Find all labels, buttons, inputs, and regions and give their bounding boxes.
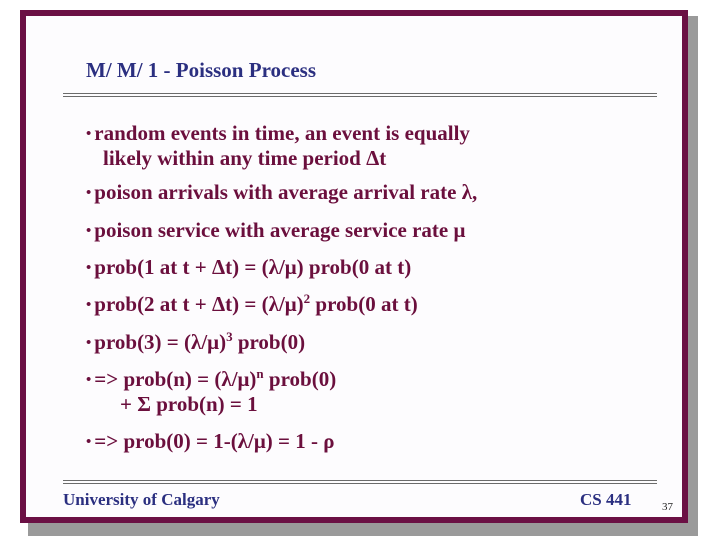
- exponent: 3: [226, 329, 233, 344]
- bullet-service: [86, 218, 465, 243]
- footer-divider: [63, 480, 657, 484]
- page-number: 37: [662, 501, 673, 513]
- bullet-dot: •: [86, 185, 92, 201]
- bullet-text-continued: likely within any time period Δt: [103, 146, 387, 170]
- bullet-text: prob(2 at t + Δt) = (λ/μ): [94, 292, 304, 316]
- exponent: n: [256, 366, 264, 381]
- bullet-dot: •: [86, 434, 92, 450]
- bullet-text: => prob(0) = 1-(λ/μ) = 1 - ρ: [94, 429, 335, 453]
- exponent: 2: [303, 291, 311, 306]
- bullet-arrivals: [86, 180, 477, 205]
- bullet-random-events: [86, 121, 470, 170]
- bullet-text: poison arrivals with average arrival rate λ,: [94, 180, 478, 204]
- bullet-text-tail: prob(0): [232, 330, 306, 354]
- bullet-dot: •: [86, 297, 92, 313]
- bullet-text: prob(1 at t + Δt) = (λ/μ) prob(0 at t): [94, 255, 412, 279]
- title-divider: [63, 93, 657, 97]
- bullet-dot: •: [86, 126, 92, 142]
- bullet-prob-3: [86, 330, 305, 355]
- bullet-dot: •: [86, 372, 92, 388]
- bullet-dot: •: [86, 260, 92, 276]
- bullet-prob-0: [86, 429, 334, 454]
- bullet-text: random events in time, an event is equally: [94, 121, 470, 145]
- footer-institution: University of Calgary: [63, 490, 220, 509]
- bullet-text: poison service with average service rate μ: [94, 218, 466, 242]
- bullet-prob-2: [86, 292, 418, 317]
- sum-equation: + Σ prob(n) = 1: [120, 392, 258, 416]
- bullet-dot: •: [86, 223, 92, 239]
- bullet-text: prob(3) = (λ/μ): [94, 330, 227, 354]
- footer-course: CS 441: [580, 490, 632, 509]
- bullet-prob-n: [86, 367, 336, 416]
- bullet-text: => prob(n) = (λ/μ): [94, 367, 257, 391]
- slide-title: M/ M/ 1 - Poisson Process: [86, 58, 316, 82]
- bullet-text-tail: prob(0 at t): [310, 292, 418, 316]
- bullet-dot: •: [86, 335, 92, 351]
- bullet-text-tail: prob(0): [263, 367, 337, 391]
- bullet-prob-1: [86, 255, 411, 280]
